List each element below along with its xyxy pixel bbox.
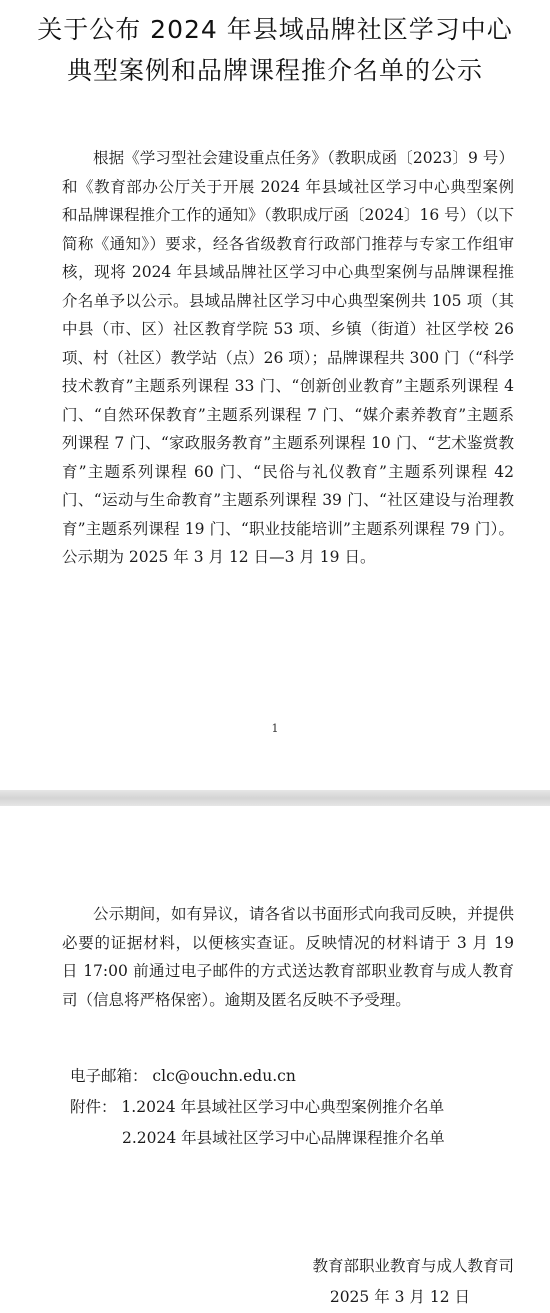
page-separator xyxy=(0,790,550,806)
objection-paragraph: 公示期间，如有异议，请各省以书面形式向我司反映，并提供必要的证据材料，以便核实查证。反映情况的材料请于 3 月 19 日 17:00 前通过电子邮件的方式送达教育部职业教育与成人教育司（信息将严格保密）。逾期及匿名反映不予受理。 xyxy=(62,905,514,1009)
document-page-2 xyxy=(0,806,550,1313)
attachment-item-1: 附件： 1.2024 年县域社区学习中心典型案例推介名单 xyxy=(70,1098,445,1116)
announcement-paragraph: 根据《学习型社会建设重点任务》（教职成函〔2023〕9 号）和《教育部办公厅关于开展 2024 年县域社区学习中心典型案例和品牌课程推介工作的通知》（教职成厅函〔2024〕16 号）（以下简称《通知》）要求，经各省级教育行政部门推荐与专家工作组审核，现将 2024 年县域品牌社区学习中心典型案例与品牌课程推介名单予以公示。县域品牌社区学习中心典型案例共 105 项（其中县（市、区）社区教育学院 53 项、乡镇（街道）社区学校 26 项、村（社区）教学站（点）26 项）；品牌课程共 300 门（“科学技术教育”主题系列课程 33 门、“创新创业教育”主题系列课程 4 门、“自然环保教育”主题系列课程 7 门、“媒介素养教育”主题系列课程 7 门、“家政服务教育”主题系列课程 10 门、“艺术鉴赏教育”主题系列课程 60 门、“民俗与礼仪教育”主题系列课程 42 门、“运动与生命教育”主题系列课程 39 门、“社区建设与治理教育”主题系列课程 19 门、“职业技能培训”主题系列课程 79 门）。公示期为 2025 年 3 月 12 日—3 月 19 日。 xyxy=(62,149,514,566)
page-number: 1 xyxy=(271,722,279,735)
document-title-line-2: 典型案例和品牌课程推介名单的公示 xyxy=(66,56,483,85)
attachment-item-2: 2.2024 年县域社区学习中心品牌课程推介名单 xyxy=(122,1129,445,1147)
issuing-department: 教育部职业教育与成人教育司 xyxy=(312,1257,514,1275)
issue-date: 2025 年 3 月 12 日 xyxy=(329,1288,470,1306)
document-title-line-1: 关于公布 2024 年县域品牌社区学习中心 xyxy=(37,15,513,44)
contact-email: 电子邮箱： clc@ouchn.edu.cn xyxy=(70,1067,296,1085)
